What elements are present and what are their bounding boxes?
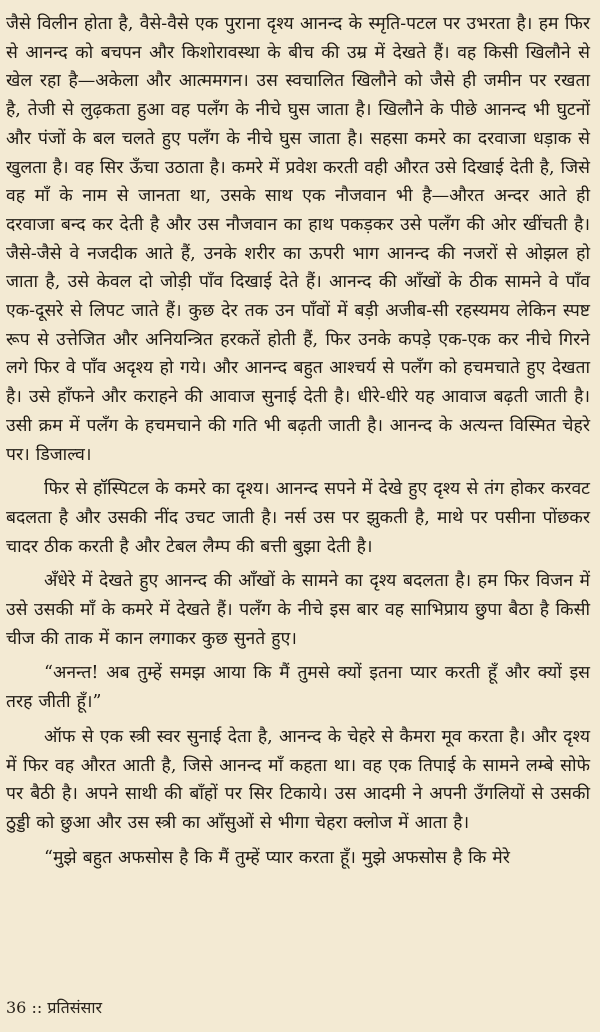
paragraph-6-quote: “मुझे बहुत अफसोस है कि मैं तुम्हें प्यार करता हूँ। मुझे अफसोस है कि मेरे bbox=[44, 847, 510, 868]
page-number: 36 bbox=[6, 998, 27, 1017]
paragraph-4-quote: “अनन्त! अब तुम्हें समझ आया कि मैं तुमसे क्यों इतना प्यार करती हूँ और क्यों इस तरह जीती हूँ।” bbox=[6, 663, 590, 713]
paragraph-5: ऑफ से एक स्त्री स्वर सुनाई देता है, आनन्द के चेहरे से कैमरा मूव करता है। और दृश्य में फिर वह औरत आती है, जिसे आनन्द माँ कहता था। वह एक तिपाई के सामने लम्बे सोफे पर बैठी है। अपने साथी की बाँहों पर सिर टिकाये। उस आदमी ने अपनी उँगलियों से उसकी ठुड्डी को छुआ और उस स्त्री का आँसुओं से भीगा चेहरा क्लोज में आता है। bbox=[6, 726, 590, 833]
paragraph-3: अँधेरे में देखते हुए आनन्द की आँखों के सामने का दृश्य बदलता है। हम फिर विजन में उसे उसकी माँ के कमरे में देखते हैं। पलँग के नीचे इस बार वह साभिप्राय छुपा बैठा है किसी चीज की ताक में कान लगाकर कुछ सुनते हुए। bbox=[6, 571, 590, 649]
book-title: प्रतिसंसार bbox=[47, 998, 103, 1017]
footer-separator: :: bbox=[31, 998, 43, 1017]
paragraph-1: जैसे विलीन होता है, वैसे-वैसे एक पुराना दृश्य आनन्द के स्मृति-पटल पर उभरता है। हम फिर से आनन्द को बचपन और किशोरावस्था के बीच की उम्र में देखते हैं। वह किसी खिलौने से खेल रहा है—अकेला और आत्ममगन। उस स्वचालित खिलौने को जैसे ही जमीन पर रखता है, तेजी से लुढ़कता हुआ वह पलँग के नीचे घुस जाता है। खिलौने के पीछे आनन्द भी घुटनों और पंजों के बल चलते हुए पलँग के नीचे घुस जाता है। सहसा कमरे का दरवाजा धड़ाक से खुलता है। वह सिर ऊँचा उठाता है। कमरे में प्रवेश करती वही औरत उसे दिखाई देती है, जिसे वह माँ के नाम से जानता था, उसके साथ एक नौजवान भी है—औरत अन्दर आते ही दरवाजा बन्द कर देती है और उस नौजवान का हाथ पकड़कर उसे पलँग की ओर खींचती है। जैसे-जैसे वे नजदीक आते हैं, उनके शरीर का ऊपरी भाग आनन्द की नजरों से ओझल हो जाता है, उसे केवल दो जोड़ी पाँव दिखाई देते हैं। आनन्द की आँखों के ठीक सामने वे पाँव एक-दूसरे से लिपट जाते हैं। कुछ देर तक उन पाँवों में बड़ी अजीब-सी रहस्यमय लेकिन स्पष्ट रूप से उत्तेजित और अनियन्त्रित हरकतें होती हैं, फिर उनके कपड़े एक-एक कर नीचे गिरने लगे फिर वे पाँव अदृश्य हो गये। और आनन्द बहुत आश्चर्य से पलँग को हचमचाते हुए देखता है। उसे हाँफने और कराहने की आवाज सुनाई देती है। धीरे-धीरे यह आवाज बढ़ती जाती है। उसी क्रम में पलँग के हचमचाने की गति भी बढ़ती जाती है। आनन्द के अत्यन्त विस्मित चेहरे पर। डिजाल्व। bbox=[6, 14, 590, 465]
paragraph-2: फिर से हॉस्पिटल के कमरे का दृश्य। आनन्द सपने में देखे हुए दृश्य से तंग होकर करवट बदलता है और उसकी नींद उचट जाती है। नर्स उस पर झुकती है, माथे पर पसीना पोंछकर चादर ठीक करती है और टेबल लैम्प की बत्ती बुझा देती है। bbox=[6, 479, 590, 557]
page-footer bbox=[6, 998, 102, 1018]
